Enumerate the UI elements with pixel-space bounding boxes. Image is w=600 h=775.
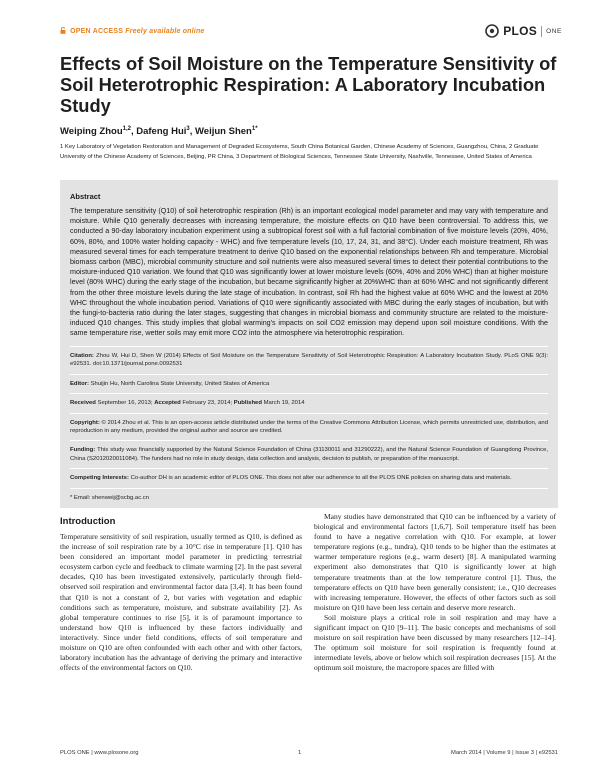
- divider: [70, 374, 548, 375]
- intro-paragraph: Soil moisture plays a critical role in soil respiration and may have a significant impact on Q10 [9–11]. The basic concepts and mechanisms of soil moisture on soil respiration have been discussed by many researchers [12–14]. The optimum soil moisture for soil respiration is frequently found at intermediate levels, above or below which soil respiration decreases [15]. At the optimum soil moisture, the macropore spaces are filled with: [314, 612, 556, 673]
- plos-logo-icon: [485, 24, 499, 38]
- editor-text: Shuijin Hu, North Carolina State University, United States of America: [90, 380, 270, 387]
- dates-block: [70, 399, 548, 407]
- received-label: Received: [70, 400, 96, 407]
- page-number: 1: [298, 750, 302, 756]
- open-access-badge: [60, 27, 205, 35]
- divider: [70, 346, 548, 347]
- freely-available-label: Freely available online: [125, 28, 205, 35]
- competing-interests-block: [70, 474, 548, 482]
- funding-text: This study was financially supported by the Natural Science Foundation of China (31130011 and 31290222), and the Natural Science Foundation of Guangdong Province, China (S2012020011084). The funders had no role in study design, data collection and analysis, decision to publish, or preparation of the manuscript.: [70, 447, 548, 462]
- copyright-label: Copyright:: [70, 419, 100, 426]
- published-label: Published: [233, 400, 262, 407]
- author-affil-marker: 1,2: [122, 126, 131, 132]
- access-label: ACCESS: [92, 28, 124, 35]
- divider: [70, 393, 548, 394]
- published-date: March 19, 2014: [263, 400, 305, 407]
- author-name: Weiping Zhou: [60, 126, 123, 138]
- funding-label: Funding:: [70, 447, 96, 454]
- accepted-date: February 23, 2014;: [182, 400, 233, 407]
- divider: [70, 468, 548, 469]
- author-name: Dafeng Hui: [136, 126, 187, 138]
- open-label: OPEN: [70, 28, 91, 35]
- copyright-text: © 2014 Zhou et al. This is an open-access article distributed under the terms of the Creative Commons Attribution License, which permits unrestricted use, distribution, and reproduction in any medium, provided the original author and source are credited.: [70, 419, 548, 435]
- citation-text: Zhou W, Hui D, Shen W (2014) Effects of Soil Moisture on the Temperature Sensitivity of Soil Heterotrophic Respiration: A Laboratory Incubation Study. PLoS ONE 9(3): e92531. doi:10.1371/journal.pone.0092531: [70, 353, 548, 368]
- journal-logo: [485, 24, 562, 38]
- open-lock-icon: [60, 27, 66, 34]
- abstract-text: The temperature sensitivity (Q10) of soil heterotrophic respiration (Rh) is an important ecological model parameter and may vary with temperature and moisture. While Q10 generally decreases with increasing temperature, the moisture effects on Q10 have been controversial. To address this, we conducted a 90-day laboratory incubation experiment using a subtropical forest soil with a full factorial combination of five moisture levels (20%, 40%, 60%, 80%, and 100% water holding capacity - WHC) and five temperature levels (10, 17, 24, 31, and 38°C). Under each moisture treatment, Rh was measured several times for each temperature treatment to derive Q10 based on the exponential relationships between Rh and temperature. Microbial biomass carbon (MBC), microbial community structure and soil nutrients were also measured several times to detect their potential contributions to the moisture-induced Q10 variation. We found that Q10 was significantly lower at lower moisture levels (60%, 40% and 20% WHC) than at higher moisture level (80% WHC) during the early stage of the incubation, but became significantly higher at 20%WHC than at 60% WHC and not significantly different from the other three moisture levels during the late stage of incubation. In contrast, soil Rh had the highest value at 60% WHC and the lowest at 20% WHC throughout the whole incubation period. Variations of Q10 were significantly associated with MBC during the early stages of incubation, but with the fungi-to-bacteria ratio during the later stages, suggesting that changes in microbial biomass and community structure are related to the moisture-induced Q10 changes. This study implies that global warming's impacts on soil CO2 emission may depend upon soil moisture conditions. With the same temperature rise, wetter soils may emit more CO2 into the atmosphere via heterotrophic respiration.: [70, 207, 548, 338]
- divider: [70, 488, 548, 489]
- funding-block: [70, 446, 548, 463]
- abstract-heading: Abstract: [70, 192, 101, 201]
- logo-divider: [541, 26, 542, 37]
- citation-label: Citation:: [70, 353, 94, 359]
- citation-block: [70, 352, 548, 369]
- article-title: Effects of Soil Moisture on the Temperature Sensitivity of Soil Heterotrophic Respiration: A Laboratory Incubation Study: [60, 53, 557, 116]
- journal-sub-label: ONE: [546, 27, 562, 35]
- received-date: September 16, 2013;: [97, 400, 153, 407]
- article-metadata: [70, 341, 548, 502]
- accepted-label: Accepted: [154, 400, 181, 407]
- competing-interests-label: Competing Interests:: [70, 475, 129, 482]
- divider: [70, 440, 548, 441]
- affiliations: 1 Key Laboratory of Vegetation Restoration and Management of Degraded Ecosystems, South China Botanical Garden, Chinese Academy of Sciences, Guangzhou, China, 2 Graduate University of the Chinese Academy of Sciences, Beijing, PR China, 3 Department of Biological Sciences, Tennessee State University, Nashville, Tennessee, United States of America: [60, 144, 539, 160]
- author-affil-marker: 1*: [251, 126, 258, 132]
- intro-left-column: Temperature sensitivity of soil respiration, usually termed as Q10, is defined as the increase of soil respiration rate by a 10°C rise in temperature [1]. Q10 has been considered an important model parameter in predicting terrestrial ecosystem carbon cycle and feedback to climate warming [2]. In the past several decades, Q10 has been investigated extensively, particularly through field-observed soil respiration and environmental factor data [3,4]. It has been found that Q10 is not a constant of 2, but varies with vegetation and edaphic conditions such as temperature, moisture, and substrate availability [2]. As global temperature continues to rise [5], it is of paramount importance to understand how Q10 is influenced by these factors individually and interactively. Since under field conditions, effects of soil temperature and moisture on Q10 are often confounded with each other and with other factors, laboratory incubation has the advantage of deriving the primary and interactive effects of the environmental factors on Q10.: [60, 532, 302, 673]
- intro-paragraph: Many studies have demonstrated that Q10 can be influenced by a variety of biological and environmental factors [1,6,7]. Soil temperature itself has been found to have a negative correlation with Q10. For example, at lower temperature regions (e.g., tundra), Q10 tends to be higher than the estimates at warmer temperature regions (e.g., warm desert) [8]. A manipulated warming experiment also demonstrates that Q10 is significantly lower at high temperature treatments than at the low temperature control [1]. Thus, the temperature effects on Q10 have been generally consistent; i.e., Q10 decreases with increasing temperature. However, the effects of other factors such as soil moisture on Q10 have been less certain and deserve more research.: [314, 512, 556, 612]
- copyright-block: [70, 419, 548, 436]
- plos-wordmark: PLOS: [503, 24, 538, 38]
- intro-right-column: [314, 512, 556, 674]
- footer-journal: PLOS ONE | www.plosone.org: [60, 750, 139, 756]
- divider: [70, 413, 548, 414]
- editor-label: Editor:: [70, 380, 89, 387]
- author-name: Weijun Shen: [195, 126, 252, 138]
- author-list: Weiping Zhou$^{1,2}$, Dafeng Hui$^3$, Weijun Shen$^{1*}$: [60, 126, 258, 138]
- editor-block: [70, 380, 548, 388]
- competing-interests-text: Co-author DH is an academic editor of PLOS ONE. This does not alter our adherence to all the PLOS ONE policies on sharing data and materials.: [130, 475, 512, 482]
- introduction-heading: Introduction: [60, 516, 116, 527]
- footer-issue: March 2014 | Volume 9 | Issue 3 | e92531: [451, 750, 558, 756]
- author-affil-marker: 3: [186, 126, 190, 132]
- email-block: * Email: shenweij@scbg.ac.cn: [70, 494, 149, 501]
